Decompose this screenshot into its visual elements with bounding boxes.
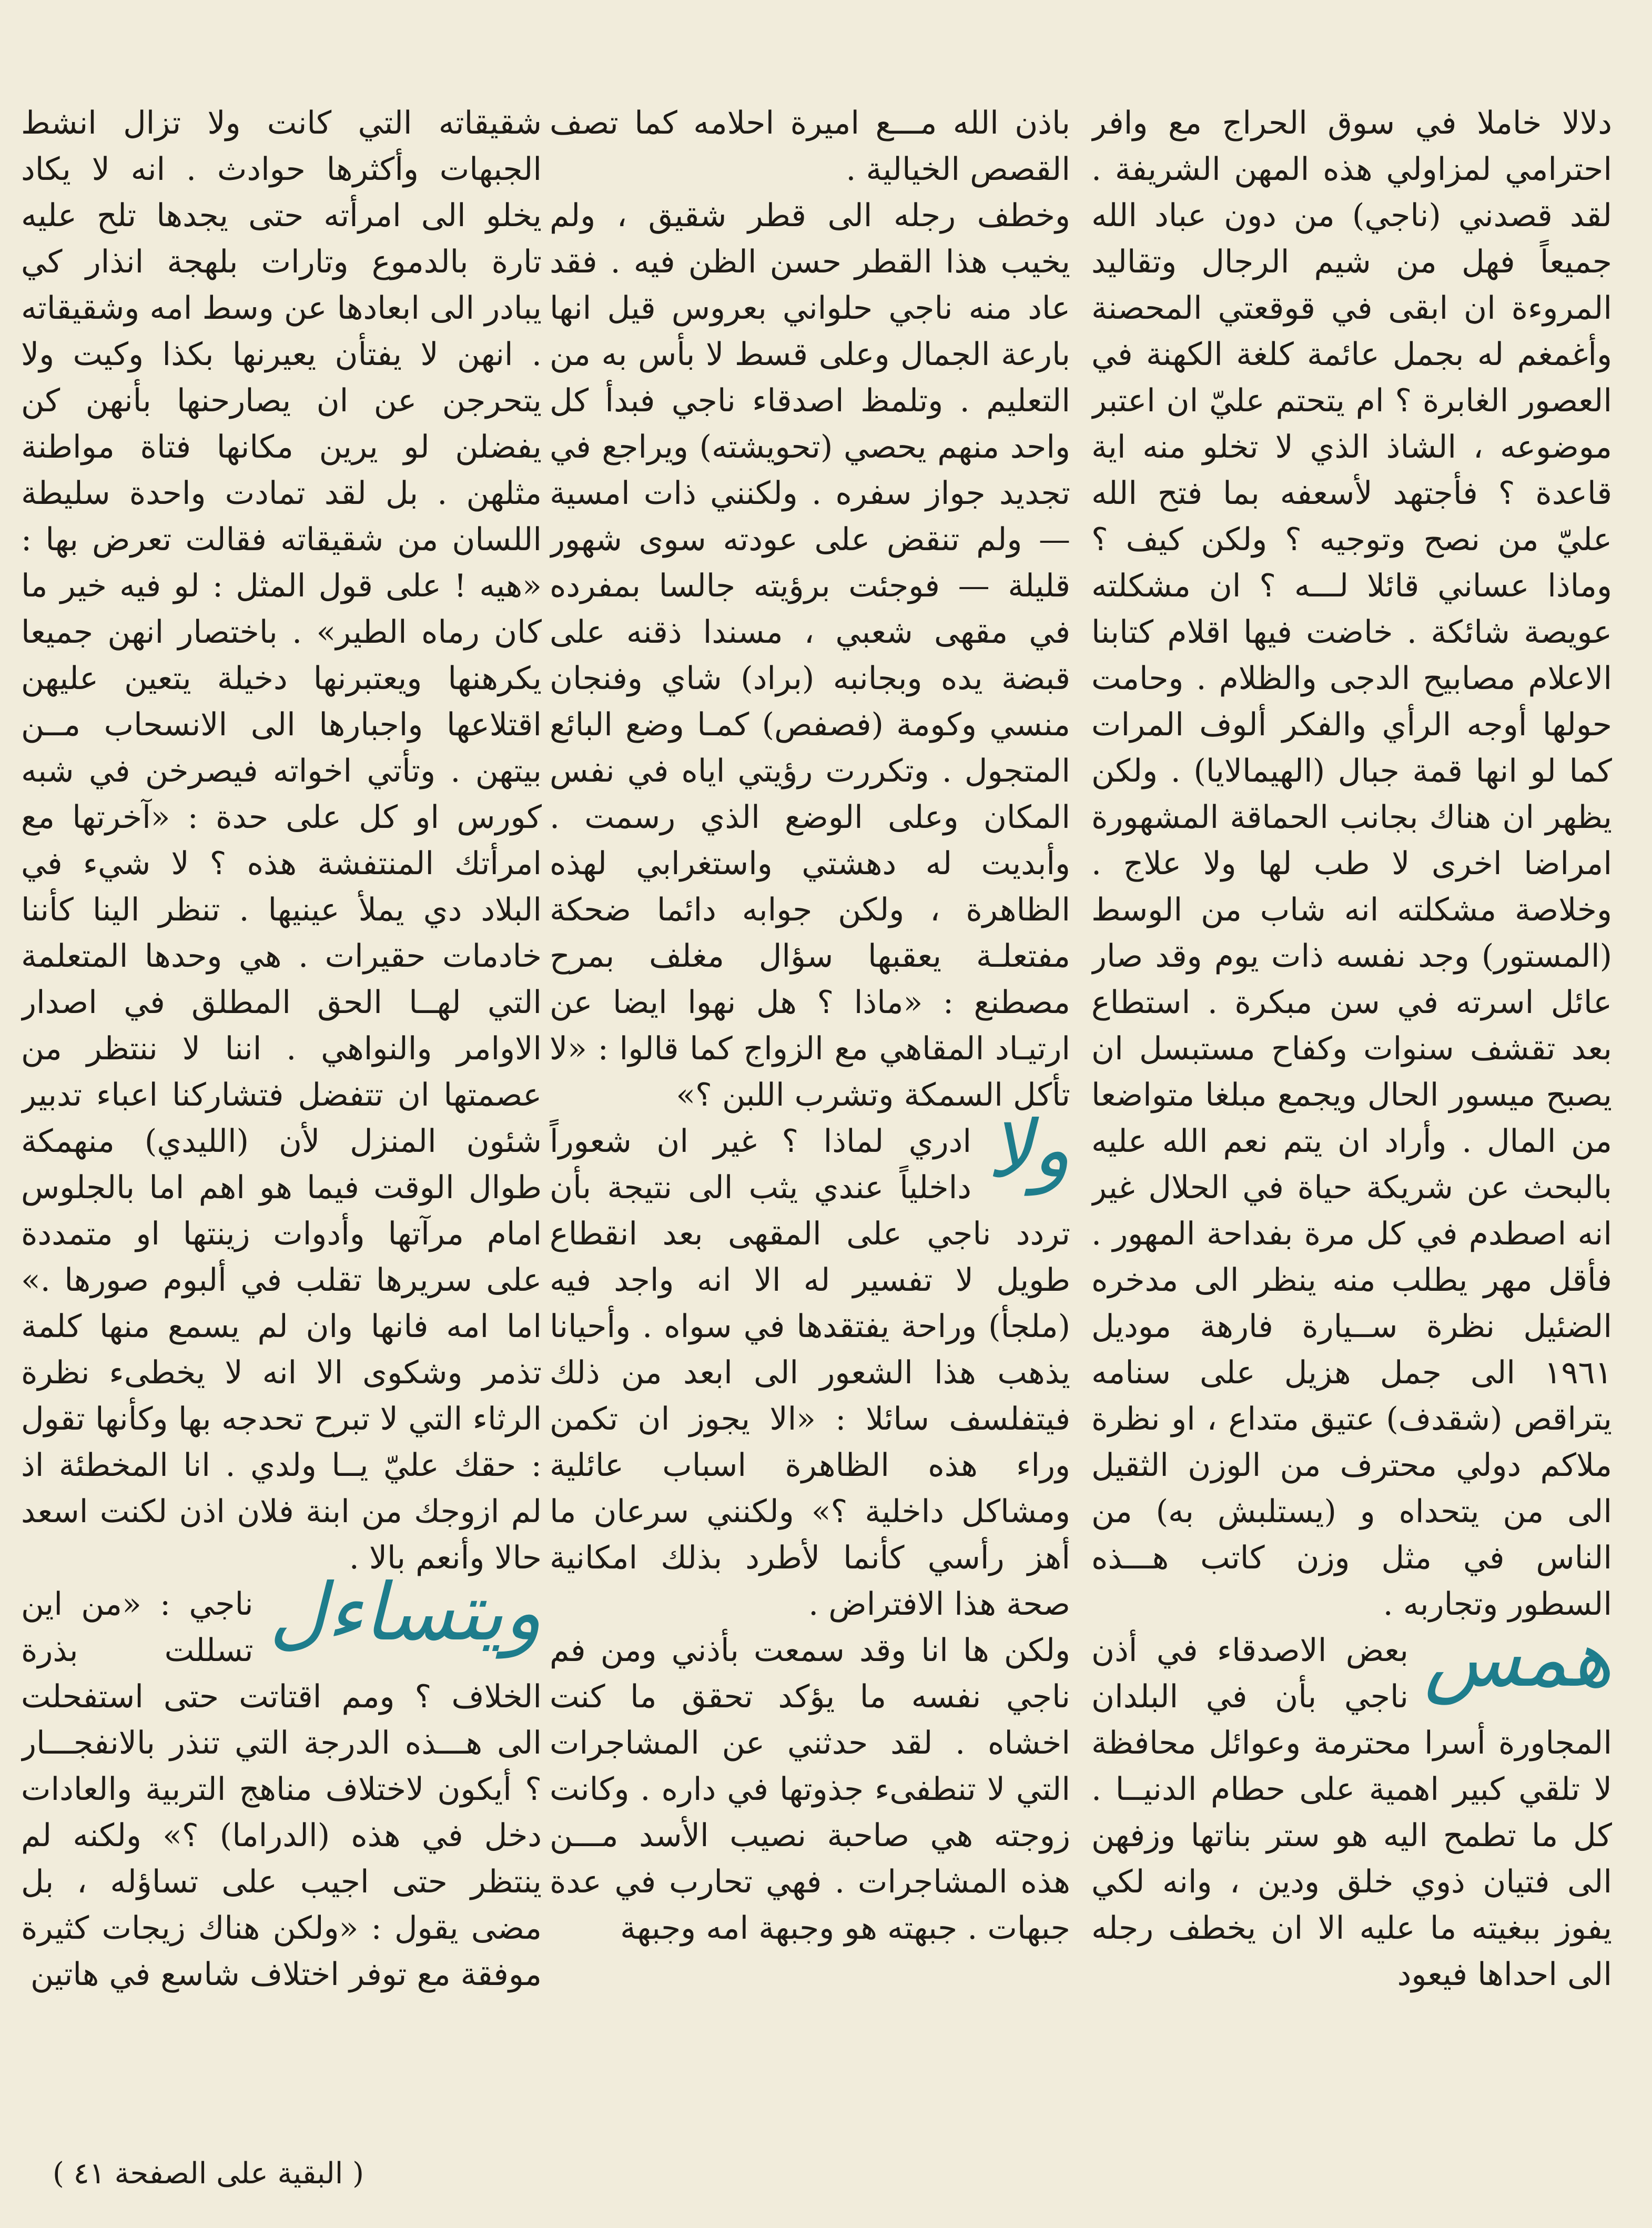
paragraph-text: بعض الاصدقاء في أذن ناجي بأن في البلدان المجاورة أسرا محترمة وعوائل محافظة لا تلقي كبير اهمية على حطام الدنيــا . كل ما تطمح اليه هو ستر بناتها وزفهن الى فتيان ذوي خلق ودين ، وانه لكي يفوز ببغيته ما عليه الا ان يخطف رجله الى احداها فيعود bbox=[1091, 1632, 1612, 1993]
decorative-word-wala: ولا bbox=[987, 1104, 1070, 1196]
paragraph: وخطف رجله الى قطر شقيق ، ولم يخيب هذا القطر حسن الظن فيه . فقد عاد منه ناجي حلواني بعروس قيل انها بارعة الجمال وعلى قسط لا بأس به من التعليم . وتلمظ اصدقاء ناجي فبدأ كل واحد منهم يحصي (تحويشته) ويراجع في تجديد جواز سفره . ولكنني ذات امسية — ولم تنقض على عودته سوى شهور قليلة — فوجئت برؤيته جالسا بمفرده في مقهى شعبي ، مسندا ذقنه على قبضة يده وبجانبه (براد) شاي وفنجان منسي وكومة (فصفص) كمـا وضع البائع المتجول . وتكررت رؤيتي اياه في نفس المكان وعلى الوضع الذي رسمت . وأبديت له دهشتي واستغرابي لهذه الظاهرة ، ولكن جوابه دائما ضحكة مفتعلـة يعقبها سؤال مغلف بمرح مصطنع : «ماذا ؟ هل نهوا ايضا عن ارتيـاد المقاهي مع الزواج كما قالوا : «لا تأكل السمكة وتشرب اللبن ؟» bbox=[550, 197, 1070, 1113]
continuation-note: ( البقية على الصفحة ٤١ ) bbox=[53, 2156, 364, 2191]
decorative-word-yatasaal: ويتساءل bbox=[269, 1567, 542, 1658]
paragraph: ولكن ها انا وقد سمعت بأذني ومن فم ناجي نفسه ما يؤكد تحقق ما كنت اخشاه . لقد حدثني عن المشاجرات التي لا تنطفىء جذوتها في داره . وكانت زوجته هي صاحبة نصيب الأسد مـــن هذه المشاجرات . فهي تحارب في عدة جبهات . جبهته هو وجبهة امه وجبهة bbox=[550, 1632, 1070, 1947]
column-middle bbox=[550, 100, 1070, 2130]
paragraph: دلالا خاملا في سوق الحراج مع وافر احترامي لمزاولي هذه المهن الشريفة . لقد قصدني (ناجي) من دون عباد الله جميعاً فهل من شيم الرجال وتقاليد المروءة ان ابقى في قوقعتي المحصنة وأغمغم له بجمل عائمة كلغة الكهنة في العصور الغابرة ؟ ام يتحتم عليّ ان اعتبر موضوعه ، الشاذ الذي لا تخلو منه اية قاعدة ؟ فأجتهد لأسعفه بما فتح الله عليّ من نصح وتوجيه ؟ ولكن كيف ؟ وماذا عساني قائلا لـــه ؟ ان مشكلته عويصة شائكة . خاضت فيها اقلام كتابنا الاعلام مصابيح الدجى والظلام . وحامت حولها أوجه الرأي والفكر ألوف المرات كما لو انها قمة جبال (الهيمالايا) . ولكن يظهر ان هناك بجانب الحماقة المشهورة امراضا اخرى لا طب لها ولا علاج . وخلاصة مشكلته انه شاب من الوسط (المستور) وجد نفسه ذات يوم وقد صار عائل اسرته في سن مبكرة . استطاع بعد تقشف سنوات وكفاح مستبسل ان يصبح ميسور الحال ويجمع مبلغا متواضعا من المال . وأراد ان يتم نعم الله عليه بالبحث عن شريكة حياة في الحلال غير انه اصطدم في كل مرة بفداحة المهور . فأقل مهر يطلب منه ينظر الى مدخره الضئيل نظرة ســيارة فارهة موديل ١٩٦١ الى جمل هزيل على سنامه يتراقص (شقدف) عتيق متداع ، او نظرة ملاكم دولي محترف من الوزن الثقيل الى من يتحداه و (يستلبش به) من الناس في مثل وزن كاتب هـــذه السطور وتجاربه . bbox=[1091, 105, 1612, 1623]
paragraph: باذن الله مـــع اميرة احلامه كما تصف القصص الخيالية . bbox=[550, 105, 1070, 188]
paragraph: شقيقاته التي كانت ولا تزال انشط الجبهات وأكثرها حوادث . انه لا يكاد يخلو الى امرأته حتى يجدها تلح عليه تارة بالدموع وتارات بلهجة انذار كي يبادر الى ابعادها عن وسط امه وشقيقاته . انهن لا يفتأن يعيرنها بكذا وكيت ولا يتحرجن عن ان يصارحنها بأنهن كن يفضلن لو يرين مكانها فتاة مواطنة مثلهن . بل لقد تمادت واحدة سليطة اللسان من شقيقاته فقالت تعرض بها : «هيه ! على قول المثل : لو فيه خير ما كان رماه الطير» . باختصار انهن جميعا يكرهنها ويعتبرنها دخيلة يتعين عليهن اقتلاعها واجبارها الى الانسحاب مــن بيتهن . وتأتي اخواته فيصرخن في شبه كورس او كل على حدة : «آخرتها مع امرأتك المنتفشة هذه ؟ لا شيء في البلاد دي يملأ عينيها . تنظر الينا كأننا خادمات حقيرات . هي وحدها المتعلمة التي لهــا الحق المطلق في اصدار الاوامر والنواهي . اننا لا ننتظر من عصمتها ان تتفضل فتشاركنا اعباء تدبير شئون المنزل لأن (الليدي) منهمكة طوال الوقت فيما هو اهم اما بالجلوس امام مرآتها وأدوات زينتها او متمددة على سريرها تقلب في ألبوم صورها .» اما امه فانها وان لم يسمع منها كلمة تذمر وشكوى الا انه لا يخطىء نظرة الرثاء التي لا تبرح تحدجه بها وكأنها تقول : حقك عليّ يــا ولدي . انا المخطئة اذ لم ازوجك من ابنة فلان اذن لكنت اسعد حالا وأنعم بالا . bbox=[21, 105, 542, 1576]
paragraph-text: ادري لماذا ؟ غير ان شعوراً داخلياً عندي يثب الى نتيجة بأن تردد ناجي على المقهى بعد انقطاع طويل لا تفسير له الا انه واجد فيه (ملجأ) وراحة يفتقدها في سواه . وأحيانا يذهب هذا الشعور الى ابعد من ذلك فيتفلسف سائلا : «الا يجوز ان تكمن وراء هذه الظاهرة اسباب عائلية ومشاكل داخلية ؟» ولكنني سرعان ما أهز رأسي كأنما لأطرد بذلك امكانية صحة هذا الافتراض . bbox=[550, 1123, 1070, 1623]
column-right bbox=[1091, 100, 1612, 2130]
column-left bbox=[21, 100, 542, 2130]
paragraph bbox=[1091, 1613, 1612, 1998]
paragraph bbox=[21, 1567, 542, 1998]
decorative-word-hams: همس bbox=[1424, 1613, 1612, 1705]
paragraph-text: ناجي : «من اين تسللت بذرة الخلاف ؟ ومم اقتاتت حتى استفحلت الى هـــذه الدرجة التي تنذر بالانفجـــار ؟ أيكون لاختلاف مناهج التربية والعادات دخل في هذه (الدراما) ؟» ولكنه لم ينتظر حتى اجيب على تساؤله ، بل مضى يقول : «ولكن هناك زيجات كثيرة موفقة مع توفر اختلاف شاسع في هاتين bbox=[21, 1586, 542, 1993]
paragraph bbox=[550, 1104, 1070, 1627]
